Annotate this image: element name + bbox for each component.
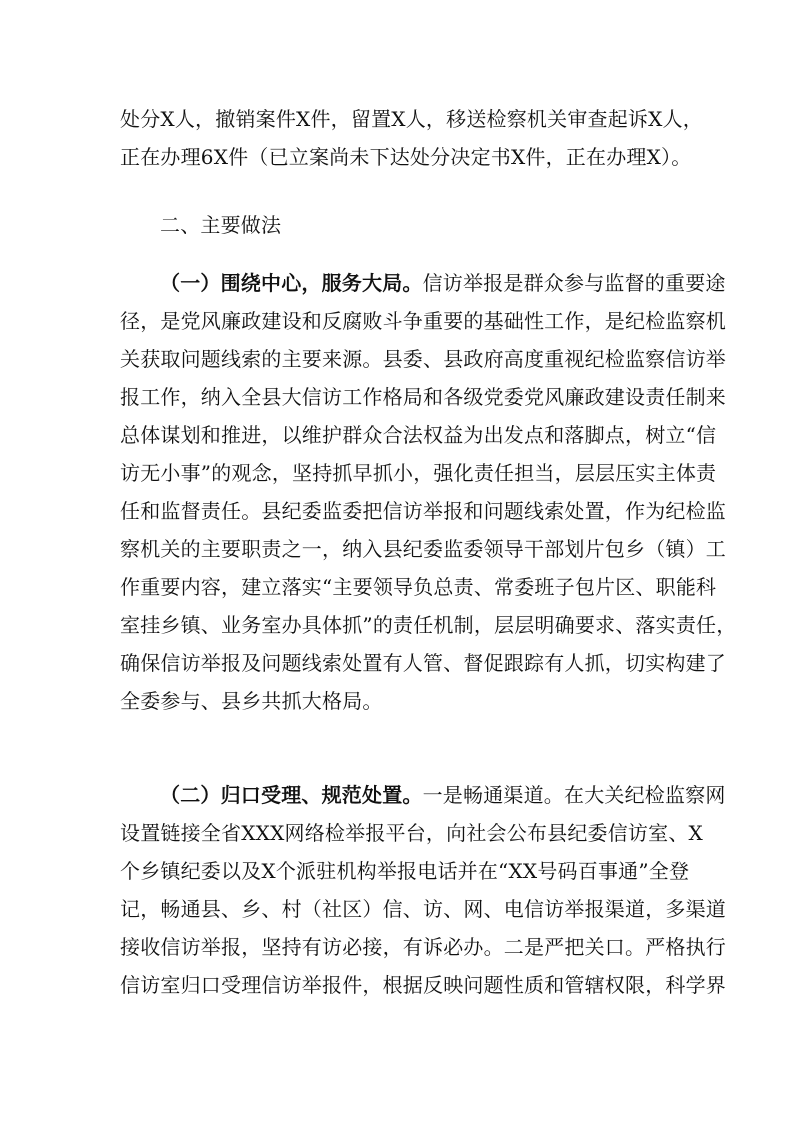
text-line: 记，畅通县、乡、村（社区）信、访、网、电信访举报渠道，多渠道	[120, 897, 726, 921]
text-line: 报工作，纳入全县大信访工作格局和各级党委党风廉政建设责任制来	[120, 385, 726, 409]
text-line: 径，是党风廉政建设和反腐败斗争重要的基础性工作，是纪检监察机	[120, 309, 726, 333]
text-line: 关获取问题线索的主要来源。县委、县政府高度重视纪检监察信访举	[120, 347, 726, 371]
text-line: 任和监督责任。县纪委监委把信访举报和问题线索处置，作为纪检监	[120, 499, 726, 523]
text-line: 访无小事”的观念，坚持抓早抓小，强化责任担当，层层压实主体责	[120, 461, 717, 485]
section-heading-block	[120, 206, 682, 244]
text-line: 察机关的主要职责之一，纳入县纪委监委领导干部划片包乡（镇）工	[120, 537, 726, 561]
text-line: 个乡镇纪委以及X个派驻机构举报电话并在“XX号码百事通”全登	[120, 859, 690, 883]
text-line-first	[120, 776, 726, 814]
text-line: 接收信访举报，坚持有访必接，有诉必办。二是严把关口。严格执行	[120, 935, 726, 959]
text-line: 室挂乡镇、业务室办具体抓”的责任机制，层层明确要求、落实责任，	[120, 613, 737, 637]
paragraph-intro	[120, 100, 703, 176]
paragraph-two-heading: （二）归口受理、规范处置。	[160, 783, 423, 807]
paragraph-one	[120, 264, 737, 720]
paragraph-one-heading: （一）围绕中心，服务大局。	[160, 271, 423, 295]
section-heading	[120, 206, 682, 244]
paragraph-two-first-line: 一是畅通渠道。在大关纪检监察网	[422, 783, 726, 807]
text-line: 处分X人，撤销案件X件，留置X人，移送检察机关审查起诉X人，	[120, 107, 703, 131]
text-line: 设置链接全省XXX网络检举报平台，向社会公布县纪委信访室、X	[120, 821, 703, 845]
text-line: 正在办理6X件（已立案尚未下达处分决定书X件，正在办理X）。	[120, 145, 692, 169]
paragraph-two	[120, 776, 726, 1004]
paragraph-one-first-line: 信访举报是群众参与监督的重要途	[422, 271, 726, 295]
section-heading-text: 二、主要做法	[160, 213, 282, 237]
paragraph-two-body	[120, 776, 726, 1004]
text-line: 确保信访举报及问题线索处置有人管、督促跟踪有人抓，切实构建了	[120, 651, 726, 675]
text-line: 总体谋划和推进，以维护群众合法权益为出发点和落脚点，树立“信	[120, 423, 717, 447]
paragraph-one-body	[120, 264, 737, 720]
paragraph-intro-body	[120, 100, 703, 176]
text-line-first	[120, 264, 726, 302]
text-line: 信访室归口受理信访举报件，根据反映问题性质和管辖权限，科学界	[120, 973, 726, 997]
text-line: 全委参与、县乡共抓大格局。	[120, 689, 383, 713]
text-line: 作重要内容，建立落实“主要领导负总责、常委班子包片区、职能科	[120, 575, 717, 599]
